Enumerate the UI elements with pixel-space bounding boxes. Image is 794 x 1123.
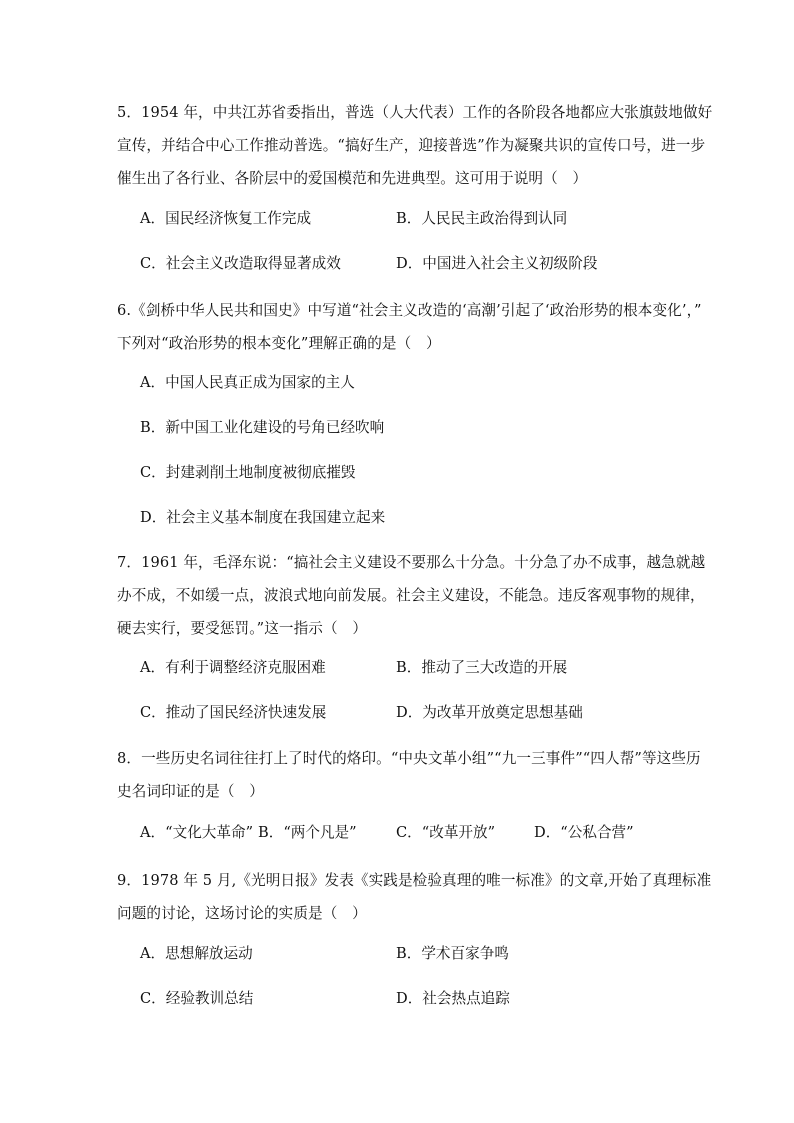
- question-9-option-c[interactable]: C．经验教训总结: [140, 990, 254, 1007]
- question-7-option-a[interactable]: A．有利于调整经济克服困难: [140, 659, 326, 676]
- question-7-stem: [117, 546, 706, 645]
- question-5-line-2: 宣传，并结合中心工作推动普选。“搞好生产，迎接普选”作为凝聚共识的宣传口号，进一步: [117, 137, 706, 154]
- question-8-option-b[interactable]: B．“两个凡是”: [258, 824, 357, 841]
- question-6-option-c[interactable]: C．封建剥削土地制度被彻底摧毁: [140, 464, 356, 481]
- question-7-line-3: 硬去实行，要受惩罚。”这一指示（ ）: [117, 620, 368, 637]
- question-8-line-1: 8．一些历史名词往往打上了时代的烙印。“中央文革小组”“九一三事件”“四人帮”等这些历: [117, 750, 701, 767]
- question-5-option-b[interactable]: B．人民民主政治得到认同: [396, 210, 568, 227]
- question-9-line-1: 9．1978 年 5 月,《光明日报》发表《实践是检验真理的唯一标准》的文章,开始了真理标准: [117, 872, 712, 889]
- question-6-line-2: 下列对“政治形势的根本变化”理解正确的是（ ）: [117, 335, 441, 352]
- question-9-option-a[interactable]: A．思想解放运动: [140, 945, 253, 962]
- question-8-option-a[interactable]: A．“文化大革命”: [140, 824, 254, 841]
- question-7-option-c[interactable]: C．推动了国民经济快速发展: [140, 704, 327, 721]
- question-5-option-d[interactable]: D．中国进入社会主义初级阶段: [396, 255, 598, 272]
- question-8-option-d[interactable]: D．“公私合营”: [534, 824, 634, 841]
- question-5-line-1: 5．1954 年，中共江苏省委指出，普选（人大代表）工作的各阶段各地都应大张旗鼓地做好: [117, 104, 713, 121]
- question-9-line-2: 问题的讨论，这场讨论的实质是（ ）: [117, 905, 367, 922]
- question-5-option-c[interactable]: C．社会主义改造取得显著成效: [140, 255, 341, 272]
- question-9-option-b[interactable]: B．学术百家争鸣: [396, 945, 509, 962]
- question-6-option-a[interactable]: A．中国人民真正成为国家的主人: [140, 374, 355, 391]
- question-8-option-c[interactable]: C．“改革开放”: [396, 824, 496, 841]
- question-7-line-2: 办不成，不如缓一点，波浪式地向前发展。社会主义建设，不能急。违反客观事物的规律，: [117, 587, 705, 604]
- question-9-option-d[interactable]: D．社会热点追踪: [396, 990, 510, 1007]
- question-7-line-1: 7．1961 年，毛泽东说：“搞社会主义建设不要那么十分急。十分急了办不成事，越急就越: [117, 554, 706, 571]
- question-5-option-a[interactable]: A．国民经济恢复工作完成: [140, 210, 312, 227]
- question-7-option-d[interactable]: D．为改革开放奠定思想基础: [396, 704, 583, 721]
- question-8-stem: [117, 742, 701, 808]
- question-7-option-b[interactable]: B．推动了三大改造的开展: [396, 659, 568, 676]
- question-9-stem: [117, 864, 712, 930]
- question-5-line-3: 催生出了各行业、各阶层中的爱国模范和先进典型。这可用于说明（ ）: [117, 170, 588, 187]
- question-6-option-b[interactable]: B．新中国工业化建设的号角已经吹响: [140, 419, 385, 436]
- question-6-stem: [117, 294, 702, 360]
- question-6-line-1: 6.《剑桥中华人民共和国史》中写道“社会主义改造的‘高潮’引起了‘政治形势的根本变化’，”: [117, 302, 702, 319]
- question-5-stem: [117, 96, 713, 195]
- question-8-line-2: 史名词印证的是（ ）: [117, 783, 264, 800]
- question-6-option-d[interactable]: D．社会主义基本制度在我国建立起来: [140, 509, 386, 526]
